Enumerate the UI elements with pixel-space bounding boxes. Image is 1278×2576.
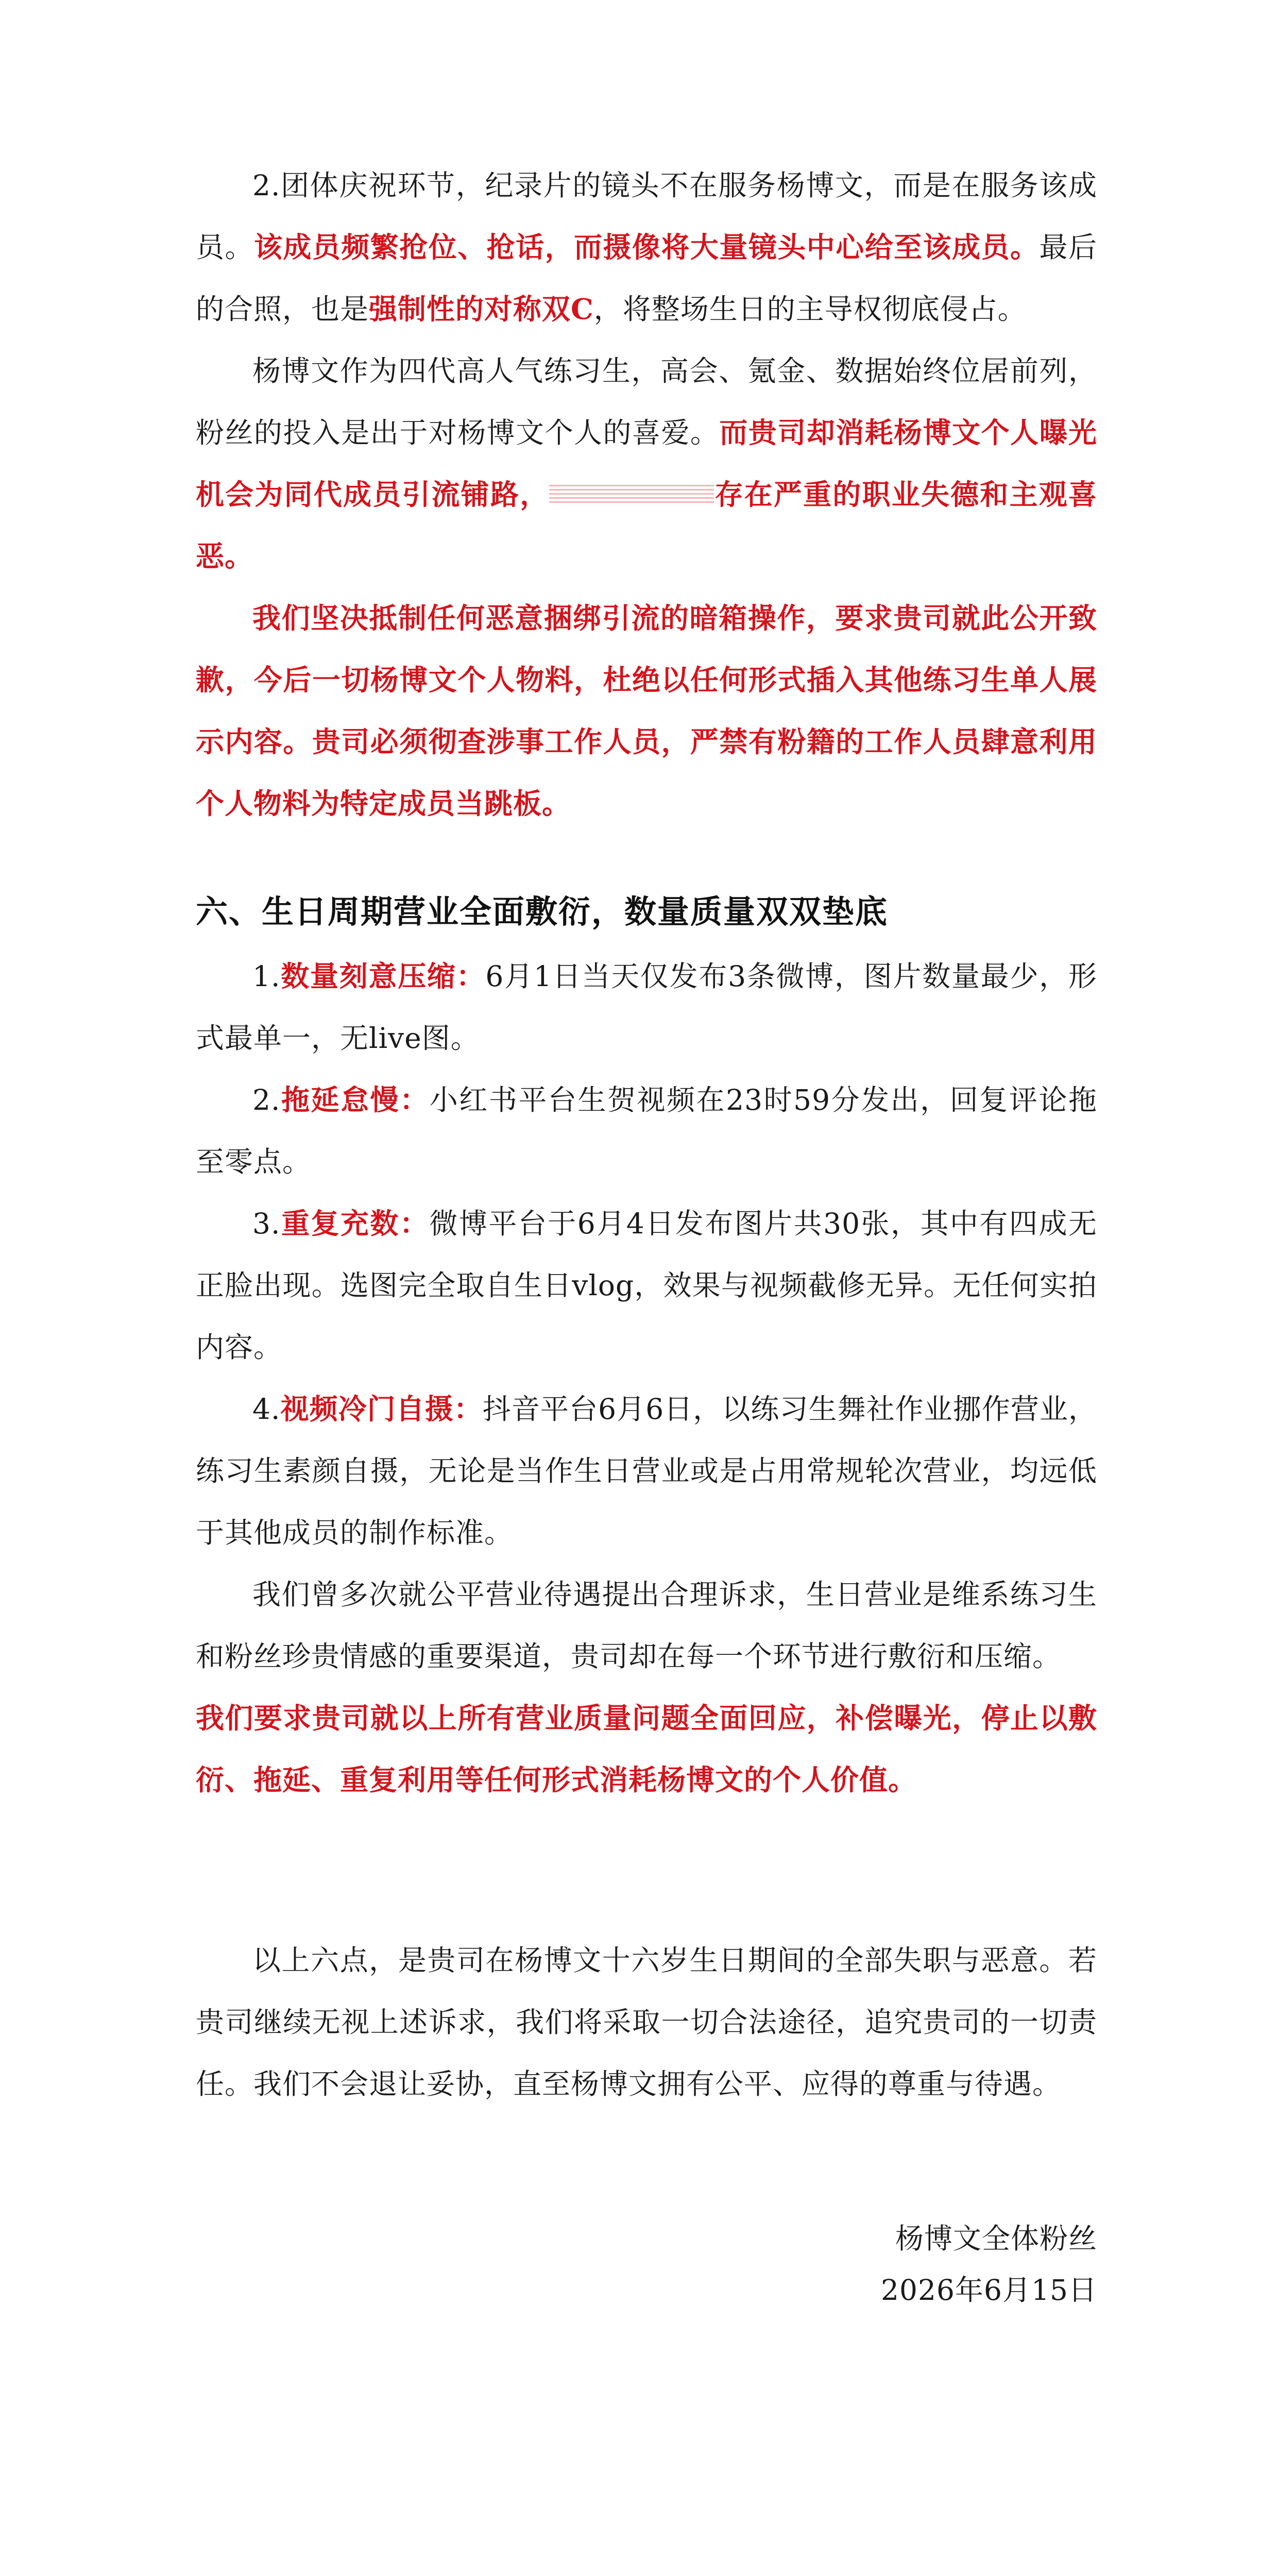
paragraph-group-celebration — [196, 155, 1097, 340]
paragraph-demand-apology: 我们坚决抵制任何恶意捆绑引流的暗箱操作，要求贵司就此公开致歉，今后一切杨博文个人物料，杜绝以任何形式插入其他练习生单人展示内容。贵司必须彻查涉事工作人员，严禁有粉籍的工作人员肆意利用个人物料为特定成员当跳板。 — [196, 601, 1097, 820]
item-label: 视频冷门自摄： — [280, 1392, 483, 1426]
list-item-2 — [196, 1069, 1097, 1193]
paragraph-popularity — [196, 340, 1097, 587]
signature-date: 2026年6月15日 — [881, 2274, 1097, 2307]
paragraph-text: 最后的合照，也是 — [196, 231, 1097, 326]
paragraph-text: 2.团体庆祝环节，纪录片的镜头不在服务杨博文，而是在服务该成员。 — [196, 169, 1097, 264]
section-gap — [196, 835, 1097, 878]
redaction-mark — [549, 485, 714, 505]
list-item-1 — [196, 945, 1097, 1069]
section-heading: 六、生日周期营业全面敷衍，数量质量双双垫底 — [196, 893, 889, 930]
closing-gap — [196, 1811, 1097, 1929]
item-label: 重复充数： — [280, 1207, 430, 1240]
closing-paragraph: 以上六点，是贵司在杨博文十六岁生日期间的全部失职与恶意。若贵司继续无视上述诉求，我们将采取一切合法途径，追究贵司的一切责任。我们不会退让妥协，直至杨博文拥有公平、应得的尊重与待遇。 — [196, 1944, 1097, 2100]
item-text: 6月1日当天仅发布3条微博，图片数量最少，形式最单一，无live图。 — [196, 960, 1097, 1055]
item-number: 1. — [252, 960, 281, 993]
item-number: 3. — [252, 1207, 281, 1240]
paragraph-text: 杨博文作为四代高人气练习生，高会、氪金、数据始终位居前列，粉丝的投入是出于对杨博文个人的喜爱。 — [196, 354, 1097, 449]
paragraph-demand-response: 我们要求贵司就以上所有营业质量问题全面回应，补偿曝光，停止以敷衍、拖延、重复利用等任何形式消耗杨博文的个人价值。 — [196, 1701, 1097, 1797]
emphasis-text: 强制性的对称双C — [369, 292, 594, 326]
item-label: 数量刻意压缩： — [280, 959, 486, 993]
list-item-3 — [196, 1193, 1097, 1378]
signature-name: 杨博文全体粉丝 — [895, 2222, 1097, 2255]
paragraph-fair-treatment: 我们曾多次就公平营业待遇提出合理诉求，生日营业是维系练习生和粉丝珍贵情感的重要渠道，贵司却在每一个环节进行敷衍和压缩。 — [196, 1578, 1097, 1673]
document-body — [196, 155, 1097, 2316]
item-label: 拖延怠慢： — [280, 1083, 430, 1116]
item-text: 抖音平台6月6日，以练习生舞社作业挪作营业，练习生素颜自摄，无论是当作生日营业或是占用常规轮次营业，均远低于其他成员的制作标准。 — [196, 1393, 1097, 1549]
item-number: 4. — [252, 1393, 281, 1426]
emphasis-text: 该成员频繁抢位、抢话，而摄像将大量镜头中心给至该成员。 — [253, 230, 1040, 264]
item-text: 微博平台于6月4日发布图片共30张，其中有四成无正脸出现。选图完全取自生日vlog，效果与视频截修无异。无任何实拍内容。 — [196, 1207, 1097, 1364]
list-item-4 — [196, 1378, 1097, 1564]
item-text: 小红书平台生贺视频在23时59分发出，回复评论拖至零点。 — [196, 1083, 1097, 1178]
emphasis-text: 存在严重的职业失德和主观喜恶。 — [196, 478, 1097, 573]
emphasis-text: 而贵司却消耗杨博文个人曝光机会为同代成员引流铺路， — [196, 416, 1097, 511]
item-number: 2. — [252, 1083, 281, 1116]
paragraph-text: ，将整场生日的主导权彻底侵占。 — [593, 293, 1027, 326]
signature-gap — [196, 2115, 1097, 2213]
